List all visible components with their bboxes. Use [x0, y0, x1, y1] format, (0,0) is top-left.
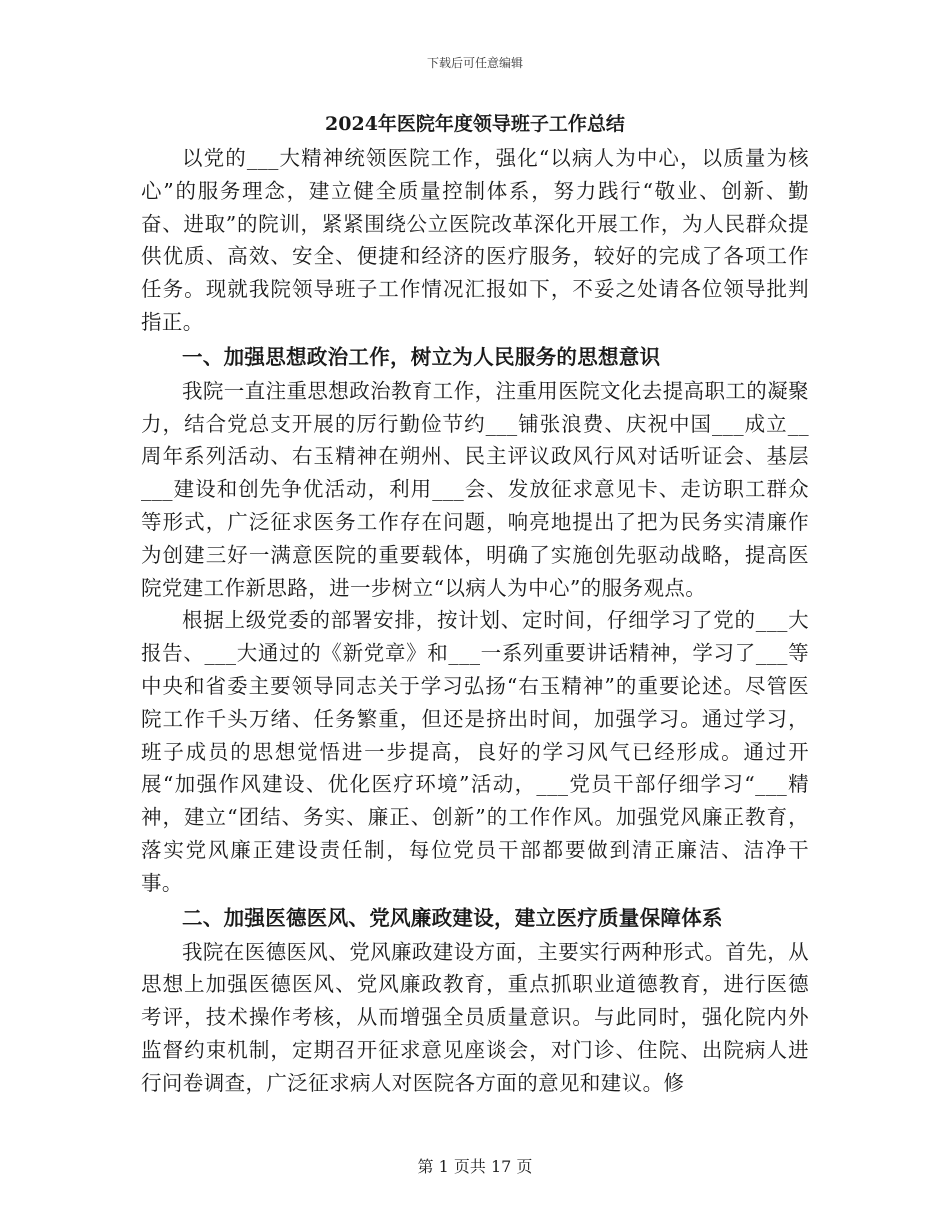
- section-1-paragraph-1: 我院一直注重思想政治教育工作，注重用医院文化去提高职工的凝聚力，结合党总支开展的厉行勤俭节约___铺张浪费、庆祝中国___成立__周年系列活动、右玉精神在朔州、民主评议政风行风对话听证会、基层___建设和创先争优活动，利用___会、发放征求意见卡、走访职工群众等形式，广泛征求医务工作存在问题，响亮地提出了把为民务实清廉作为创建三好一满意医院的重要载体，明确了实施创先驱动战略，提高医院党建工作新思路，进一步树立“以病人为中心”的服务观点。: [141, 378, 809, 600]
- section-1-heading: 一、加强思想政治工作，树立为人民服务的思想意识: [182, 344, 661, 369]
- section-1-paragraph-2: 根据上级党委的部署安排，按计划、定时间，仔细学习了党的___大报告、___大通过的《新党章》和___一系列重要讲话精神，学习了___等中央和省委主要领导同志关于学习弘扬“右玉精神”的重要论述。尽管医院工作千头万绪、任务繁重，但还是挤出时间，加强学习。通过学习，班子成员的思想觉悟进一步提高，良好的学习风气已经形成。通过开展“加强作风建设、优化医疗环境”活动，___党员干部仔细学习“___精神，建立“团结、务实、廉正、创新”的工作作风。加强党风廉正教育，落实党风廉正建设责任制，每位党员干部都要做到清正廉洁、洁净干事。: [141, 608, 809, 895]
- document-body: [141, 110, 809, 1100]
- section-2-paragraph-1: 我院在医德医风、党风廉政建设方面，主要实行两种形式。首先，从思想上加强医德医风、党风廉政教育，重点抓职业道德教育，进行医德考评，技术操作考核，从而增强全员质量意识。与此同时，强化院内外监督约束机制，定期召开征求意见座谈会，对门诊、住院、出院病人进行问卷调查，广泛征求病人对医院各方面的意见和建议。修: [141, 939, 809, 1095]
- intro-paragraph: 以党的___大精神统领医院工作，强化“以病人为中心，以质量为核心”的服务理念，建立健全质量控制体系，努力践行“敬业、创新、勤奋、进取”的院训，紧紧围绕公立医院改革深化开展工作，为人民群众提供优质、高效、安全、便捷和经济的医疗服务，较好的完成了各项工作任务。现就我院领导班子工作情况汇报如下，不妥之处请各位领导批判指正。: [141, 146, 809, 334]
- page-indicator: 第 1 页共 17 页: [417, 1157, 533, 1176]
- section-2-heading: 二、加强医德医风、党风廉政建设，建立医疗质量保障体系: [182, 905, 723, 930]
- document-title: 2024年医院年度领导班子工作总结: [325, 113, 625, 135]
- header-note: 下载后可任意编辑: [426, 56, 523, 70]
